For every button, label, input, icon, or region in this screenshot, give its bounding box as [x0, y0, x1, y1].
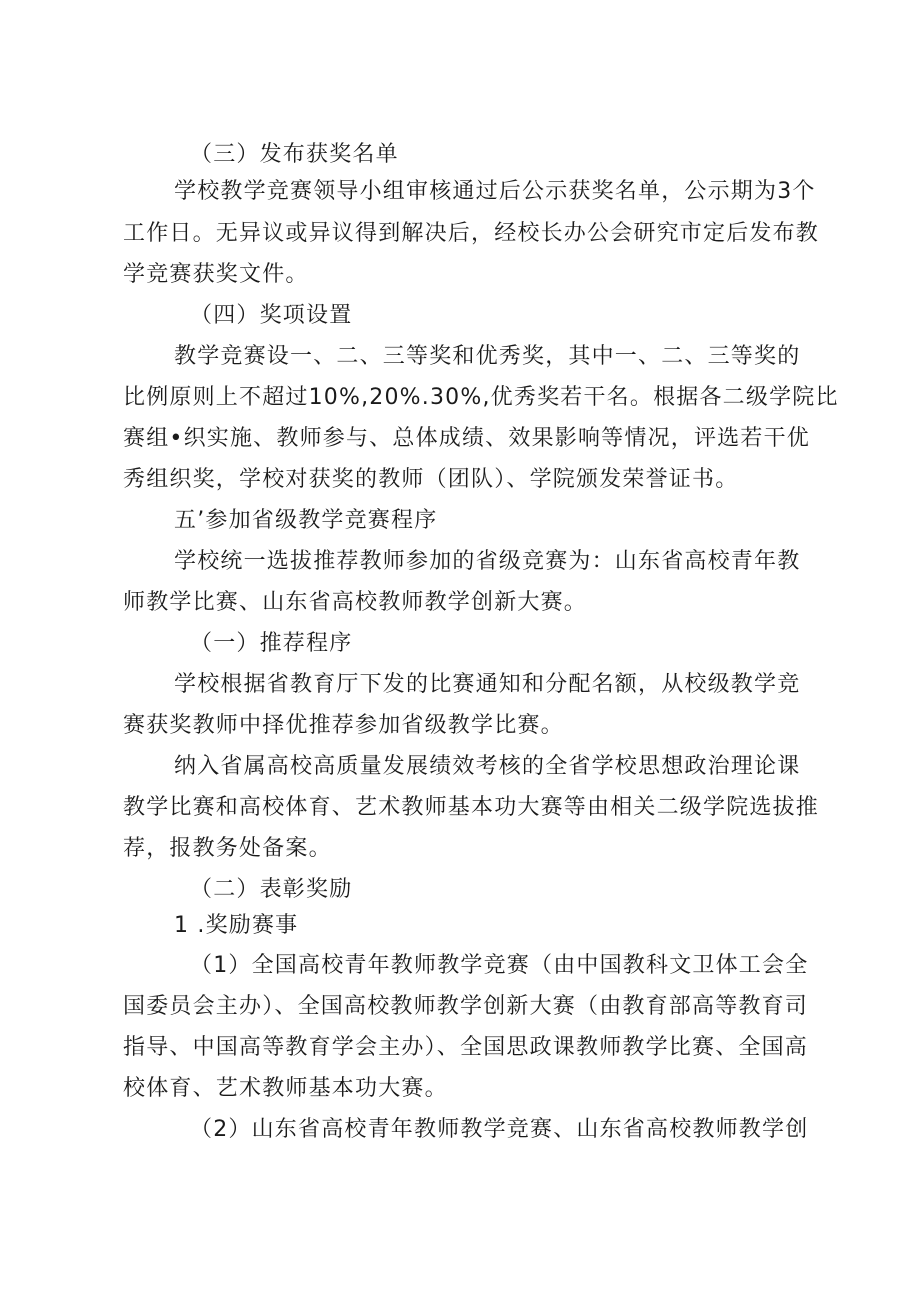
text-line: 赛组•织实施、教师参与、总体成绩、效果影响等情况，评选若干优 — [123, 426, 810, 451]
subsection-heading-recommendation: （一）推荐程序 — [190, 631, 353, 656]
text-line: 工作日。无异议或异议得到解决后，经校长办公会研究市定后发布教 — [123, 221, 820, 246]
text-line: 学校根据省教育厅下发的比赛通知和分配名额，从校级教学竞 — [174, 672, 801, 697]
text-line: 教学比赛和高校体育、艺术教师基本功大赛等由相关二级学院选拔推 — [123, 795, 820, 820]
section-heading-4: （四）奖项设置 — [190, 303, 353, 328]
text-line: 教学竞赛设一、二、三等奖和优秀奖，其中一、二、三等奖的 — [174, 344, 801, 369]
text-line: （2）山东省高校青年教师教学竞赛、山东省高校教师教学创 — [190, 1117, 809, 1142]
text-line: 学校统一选拔推荐教师参加的省级竞赛为：山东省高校青年教 — [174, 549, 801, 574]
text-line: 比例原则上不超过10%,20%.30%,优秀奖若干名。根据各二级学院比 — [123, 385, 839, 410]
section-heading-5: 五’参加省级教学竞赛程序 — [174, 508, 438, 533]
section-heading-3: （三）发布获奖名单 — [190, 142, 399, 167]
text-line: （1）全国高校青年教师教学竞赛（由中国教科文卫体工会全 — [190, 953, 809, 978]
text-line: 荐，报教务处备案。 — [123, 836, 332, 861]
text-line: 赛获奖教师中择优推荐参加省级教学比赛。 — [123, 713, 564, 738]
list-item-heading: 1 .奖励赛事 — [174, 913, 299, 938]
subsection-heading-awards: （二）表彰奖励 — [190, 877, 353, 902]
text-line: 纳入省属高校高质量发展绩效考核的全省学校思想政治理论课 — [174, 754, 801, 779]
text-line: 秀组织奖，学校对获奖的教师（团队）、学院颁发荣誉证书。 — [123, 467, 739, 492]
text-line: 校体育、艺术教师基本功大赛。 — [123, 1076, 448, 1101]
text-line: 学竞赛获奖文件。 — [123, 262, 309, 287]
text-line: 国委员会主办）、全国高校教师教学创新大赛（由教育部高等教育司 — [123, 994, 809, 1019]
text-line: 指导、中国高等教育学会主办）、全国思政课教师教学比赛、全国高 — [123, 1035, 809, 1060]
text-line: 学校教学竞赛领导小组审核通过后公示获奖名单，公示期为3个 — [174, 179, 816, 204]
text-line: 师教学比赛、山东省高校教师教学创新大赛。 — [123, 590, 588, 615]
